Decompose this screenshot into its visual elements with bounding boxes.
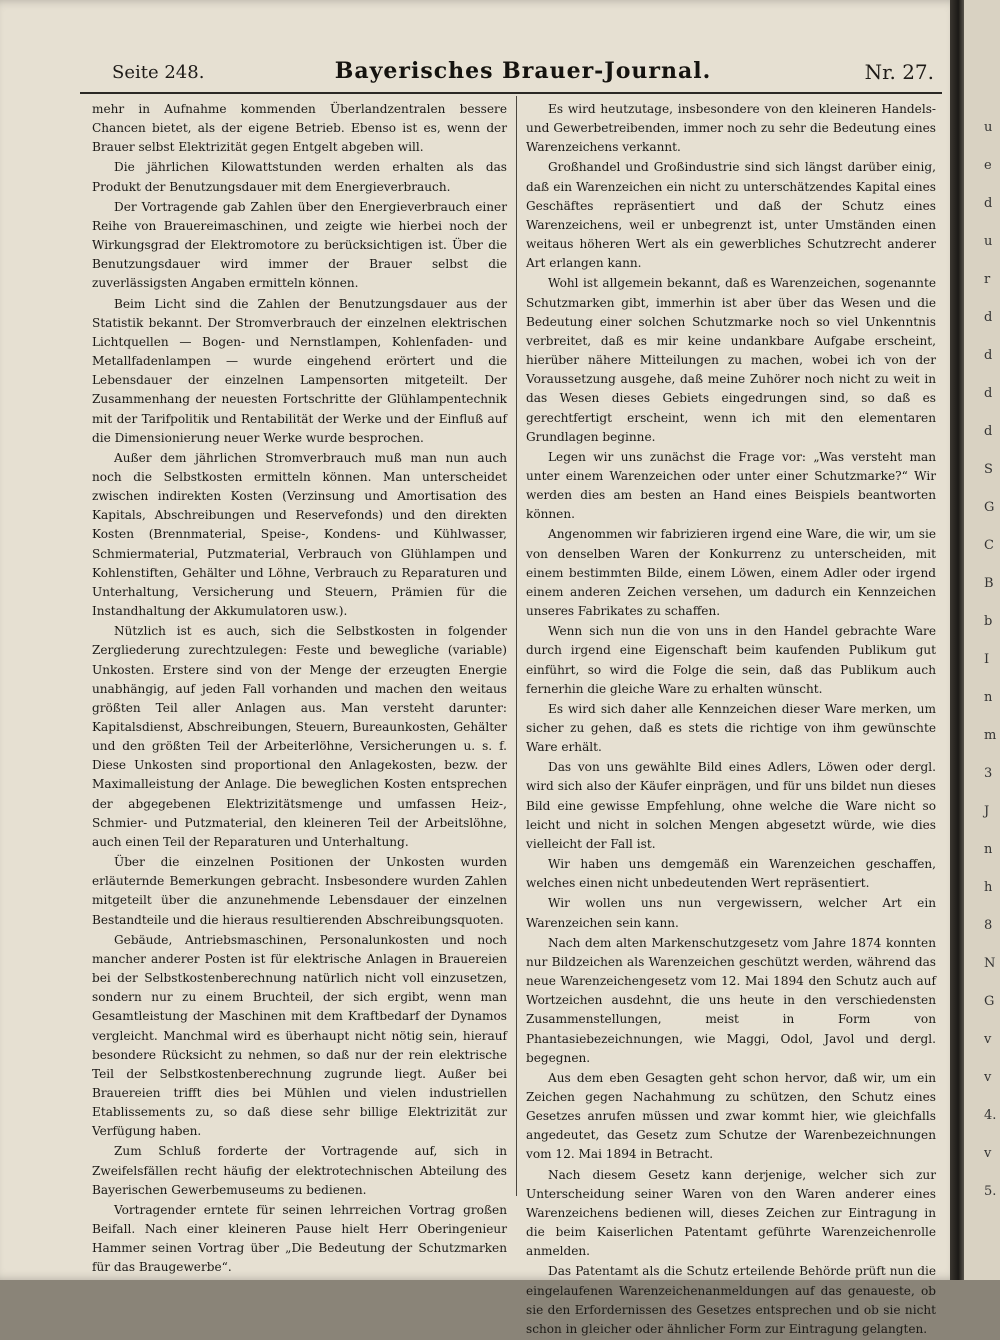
paragraph: Beim Licht sind die Zahlen der Benutzungsdauer aus der Statistik bekannt. Der Stromverbrauch der einzelnen elektrischen Lichtquellen — Bogen- und Nernstlampen, Kohlenfaden- und Metallfadenlampen — wurde eingehend erörtert und die Lebensdauer der einzelnen Lampensorten mitgeteilt. Der Zusammenhang der neuesten Fortschritte der Glühlampentechnik mit der Tarifpolitik und Rentabilität der Werke und der Einfluß auf die Dimensionierung neuer Werke wurde besprochen. [92, 296, 507, 445]
edge-fragment: v [984, 1032, 992, 1047]
page-header [112, 58, 934, 92]
edge-fragment: I [984, 652, 990, 667]
journal-title: Bayerisches Brauer-Journal. [334, 58, 712, 84]
paragraph: Es wird heutzutage, insbesondere von den kleineren Handels- und Gewerbetreibenden, immer noch zu sehr die Bedeutung eines Warenzeichens verkannt. [526, 102, 936, 155]
edge-fragment: e [984, 158, 992, 173]
edge-fragment: S [984, 462, 993, 477]
edge-fragment: v [984, 1070, 992, 1085]
paragraph: Angenommen wir fabrizieren irgend eine Ware, die wir, um sie von denselben Waren der Konkurrenz zu unterscheiden, mit einem bestimmten Bilde, einem Löwen, einem Adler oder irgend einem anderen Zeichen versehen, um dadurch ein Kennzeichen unseres Fabrikates zu schaffen. [526, 527, 936, 619]
edge-fragment: b [984, 614, 993, 629]
edge-fragment: u [984, 234, 993, 249]
edge-fragment: B [984, 576, 994, 591]
paragraph: Legen wir uns zunächst die Frage vor: „Was versteht man unter einem Warenzeichen oder unter einer Schutzmarke?“ Wir werden dies am besten an Hand eines Beispiels beantworten können. [526, 449, 936, 522]
paragraph: mehr in Aufnahme kommenden Überlandzentralen bessere Chancen bietet, als der eigene Betrieb. Ebenso ist es, wenn der Brauer selbst Elektrizität gegen Entgelt abgeben will. [92, 102, 507, 155]
edge-fragment: n [984, 842, 993, 857]
edge-fragment: G [984, 500, 995, 515]
edge-fragment: G [984, 994, 995, 1009]
page-number: Seite 248. [112, 62, 205, 83]
paragraph: Großhandel und Großindustrie sind sich längst darüber einig, daß ein Warenzeichen ein nicht zu unterschätzendes Kapital eines Geschäftes repräsentiert und daß der Schutz eines Warenzeichens, weil er unbegrenzt ist, unter Umständen einen weitaus höheren Wert als ein gewerbliches Schutzrecht anderer Art erlangen kann. [526, 160, 936, 271]
edge-fragment: 3 [984, 766, 993, 781]
book-gutter [950, 0, 964, 1280]
edge-fragment: C [984, 538, 994, 553]
edge-fragment: d [984, 310, 993, 325]
paragraph: Der Vortragende gab Zahlen über den Energieverbrauch einer Reihe von Brauereimaschinen, und zeigte wie hierbei noch der Wirkungsgrad der Elektromotore zu berücksichtigen ist. Über die Benutzungsdauer wird immer der Brauer selbst die zuverlässigsten Angaben ermitteln können. [92, 199, 507, 291]
column-divider [516, 96, 517, 1196]
edge-fragment: J [984, 804, 990, 819]
paragraph: Es wird sich daher alle Kennzeichen dieser Ware merken, um sicher zu gehen, daß es stets die richtige von ihm gewünschte Ware erhält. [526, 701, 936, 755]
left-column [92, 100, 507, 1279]
edge-fragment: 8 [984, 918, 993, 933]
paragraph: Das Patentamt als die Schutz erteilende Behörde prüft nun die eingelaufenen Warenzeichenanmeldungen auf das genaueste, ob sie den Erfordernissen des Gesetzes entsprechen und ob sie nicht schon in gleicher oder ähnlicher Form zur Eintragung gelangten. [526, 1264, 936, 1336]
paragraph: Das von uns gewählte Bild eines Adlers, Löwen oder dergl. wird sich also der Käufer einprägen, und für uns bildet nun dieses Bild eine gewisse Empfehlung, ohne welche die Ware nicht so leicht und nicht in solchen Mengen abgesetzt würde, wie dies vielleicht der Fall ist. [526, 760, 936, 851]
header-rule [80, 92, 942, 94]
issue-number: Nr. 27. [864, 60, 934, 84]
edge-fragment: r [984, 272, 991, 287]
paragraph: Gebäude, Antriebsmaschinen, Personalunkosten und noch mancher anderer Posten ist für elektrische Anlagen in Brauereien bei der Selbstkostenberechnung natürlich nicht voll einzusetzen, sondern nur zu einem Bruchteil, der sich ergibt, wenn man Gesamtleistung der Maschinen mit dem Kraftbedarf der Dynamos vergleicht. Manchmal wird es überhaupt nicht nötig sein, hierauf besondere Rücksicht zu nehmen, so daß nur der rein elektrische Teil der Selbstkostenberechnung zugrunde liegt. Außer bei Brauereien trifft dies bei Mühlen und vielen industriellen Etablissements zu, so daß diese sehr billige Elektrizität zur Verfügung haben. [92, 932, 507, 1139]
edge-fragment: v [984, 1146, 992, 1161]
edge-fragment: n [984, 690, 993, 705]
paragraph: Nützlich ist es auch, sich die Selbstkosten in folgender Zergliederung zurechtzulegen: Feste und bewegliche (variable) Unkosten. Erstere sind von der Menge der erzeugten Energie unabhängig, auf jeden Fall vorhanden und machen den weitaus größten Teil aller Anlagen aus. Man versteht darunter: Kapitalsdienst, Abschreibungen, Steuern, Bureaunkosten, Gehälter und den größten Teil der Arbeiterlöhne, Versicherungen u. s. f. Diese Unkosten sind proportional den Anlagekosten, bezw. der Maximalleistung der Anlage. Die beweglichen Kosten entsprechen der abgegebenen Elektrizitätsmenge und umfassen Heiz-, Schmier- und Putzmaterial, den kleineren Teil der Arbeitslöhne, auch einen Teil der Reparaturen und Unterhaltung. [92, 624, 507, 849]
edge-fragment: d [984, 386, 993, 401]
paragraph: Vortragender erntete für seinen lehrreichen Vortrag großen Beifall. Nach einer kleineren Pause hielt Herr Oberingenieur Hammer seinen Vortrag über „Die Bedeutung der Schutzmarken für das Braugewerbe“. [92, 1202, 507, 1275]
edge-fragment: 5. [984, 1184, 997, 1199]
edge-fragment: d [984, 196, 993, 211]
paragraph: Nach dem alten Markenschutzgesetz vom Jahre 1874 konnten nur Bildzeichen als Warenzeichen geschützt werden, während das neue Warenzeichengesetz vom 12. Mai 1894 den Schutz auch auf Wortzeichen ausdehnt, die uns heute in den verschiedensten Zusammenstellungen, meist in Form von Phantasiebezeichnungen, wie Maggi, Odol, Javol und dergl. begegnen. [526, 935, 936, 1065]
right-column [526, 100, 936, 1340]
edge-fragment: m [984, 728, 997, 743]
paragraph: Wir haben uns demgemäß ein Warenzeichen geschaffen, welches einen nicht unbedeutenden Wert repräsentiert. [526, 857, 936, 891]
paragraph: Aus dem eben Gesagten geht schon hervor, daß wir, um ein Zeichen gegen Nachahmung zu schützen, den Schutz eines Gesetzes anrufen müssen und zwar kommt hier, wie gleichfalls angedeutet, das Gesetz zum Schutze der Warenbezeichnungen vom 12. Mai 1894 in Betracht. [526, 1070, 936, 1162]
edge-fragment: h [984, 880, 993, 895]
edge-fragment: d [984, 424, 993, 439]
paragraph: Wohl ist allgemein bekannt, daß es Warenzeichen, sogenannte Schutzmarken gibt, immerhin ist aber über das Wesen und die Bedeutung einer solchen Schutzmarke noch so viel Unkenntnis verbreitet, daß es mir keine undankbare Aufgabe erscheint, hierüber nähere Mitteilungen zu machen, wobei ich von der Voraussetzung ausgehe, daß meine Zuhörer noch nicht zu weit in das Wesen dieses Gebiets eingedrungen sind, so daß es gerechtfertigt erscheint, wenn ich mit den elementaren Grundlagen beginne. [526, 276, 936, 444]
paragraph: Die jährlichen Kilowattstunden werden erhalten als das Produkt der Benutzungsdauer mit dem Energieverbrauch. [92, 160, 507, 194]
paragraph: Außer dem jährlichen Stromverbrauch muß man nun auch noch die Selbstkosten ermitteln können. Man unterscheidet zwischen indirekten Kosten (Verzinsung und Amortisation des Kapitals, Abschreibungen und Reservefonds) und den direkten Kosten (Brennmaterial, Speise-, Kondens- und Kühlwasser, Schmiermaterial, Putzmaterial, Verbrauch von Glühlampen und Kohlenstiften, Gehälter und Löhne, Verbrauch zu Reparaturen und Unterhaltung, Versicherung und Steuern, Prämien für die Instandhaltung der Akkumulatoren usw.). [92, 450, 507, 619]
edge-fragment: d [984, 348, 993, 363]
edge-fragment: N [984, 956, 996, 971]
paragraph: Über die einzelnen Positionen der Unkosten wurden erläuternde Bemerkungen gebracht. Insbesondere wurden Zahlen mitgeteilt über die anzunehmende Lebensdauer der einzelnen Bestandteile und die hieraus resultierenden Abschreibungsquoten. [92, 855, 507, 927]
paragraph: Zum Schluß forderte der Vortragende auf, sich in Zweifelsfällen recht häufig der elektrotechnischen Abteilung des Bayerischen Gewerbemuseums zu bedienen. [92, 1144, 507, 1197]
paragraph: Wenn sich nun die von uns in den Handel gebrachte Ware durch irgend eine Eigenschaft beim kaufenden Publikum gut einführt, so wird die Folge die sein, daß das Publikum auch fernerhin die gleiche Ware zu erhalten wünscht. [526, 624, 936, 696]
paragraph: Nach diesem Gesetz kann derjenige, welcher sich zur Unterscheidung seiner Waren von den Waren anderer eines Warenzeichens bedienen will, dieses Zeichen zur Eintragung in die beim Kaiserlichen Patentamt geführte Warenzeichenrolle anmelden. [526, 1167, 936, 1259]
edge-fragment: u [984, 120, 993, 135]
paragraph: Wir wollen uns nun vergewissern, welcher Art ein Warenzeichen sein kann. [526, 896, 936, 930]
edge-fragment: 4. [984, 1108, 997, 1123]
adjacent-page-edge [964, 0, 1000, 1280]
